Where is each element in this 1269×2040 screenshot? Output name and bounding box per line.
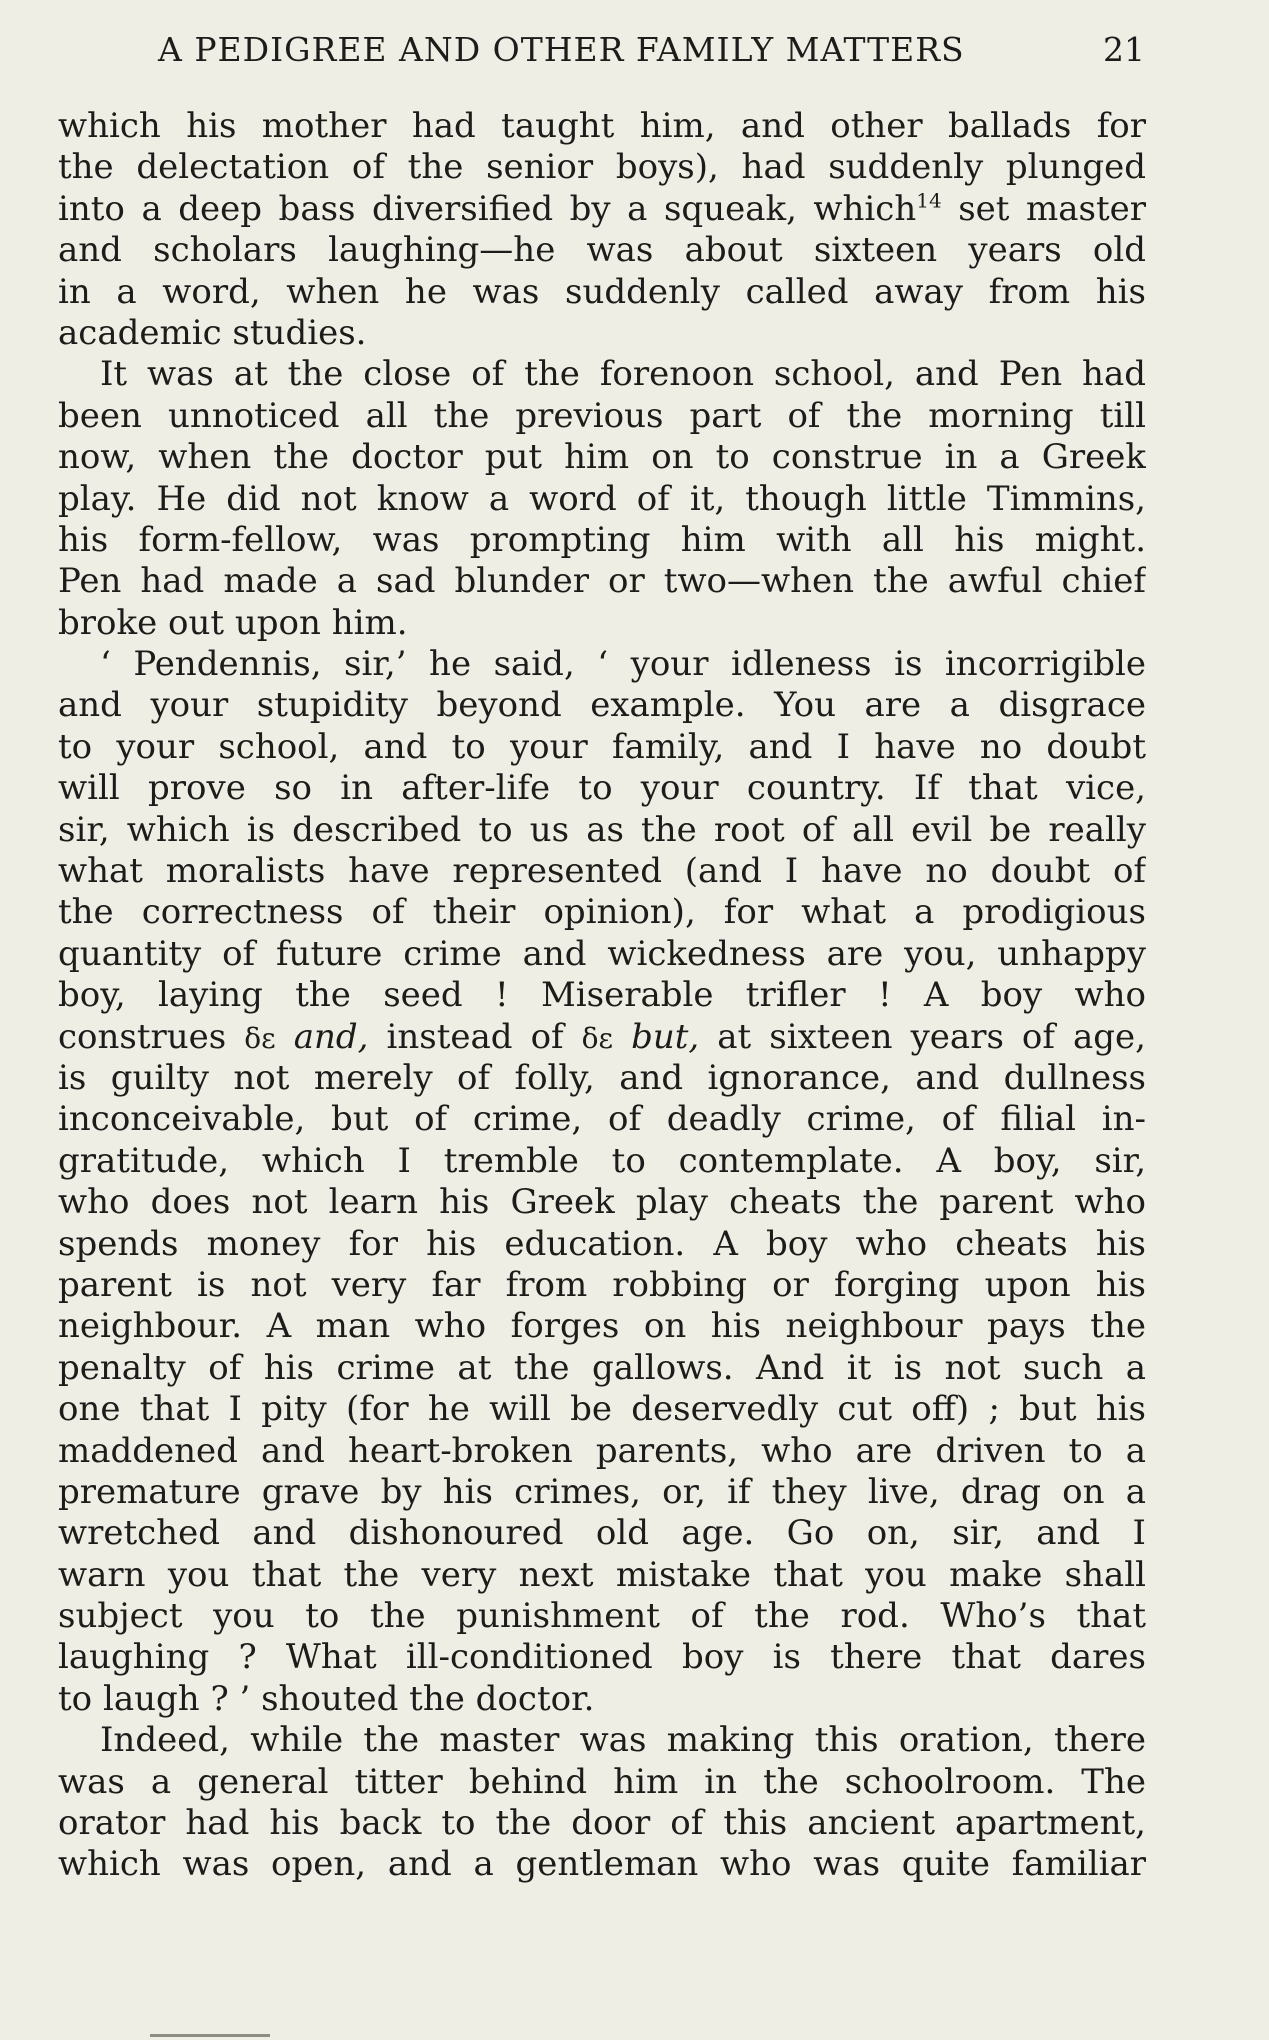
line-text: broke out upon him. [58, 602, 408, 643]
line-text: and scholars laughing—he was about sixteen years old [58, 230, 1146, 271]
line-text: orator had his back to the door of this ancient apartment, [58, 1803, 1146, 1844]
text-line [58, 272, 1146, 313]
line-text: at sixteen years of age, [699, 1016, 1146, 1057]
page-number: 21 [1103, 30, 1145, 69]
line-text: sir, which is described to us as the root of all evil be really [58, 809, 1146, 850]
bottom-rule [150, 2034, 270, 2037]
text-line [58, 106, 1146, 147]
text-line [58, 603, 1146, 644]
text-line [58, 768, 1146, 809]
line-text: warn you that the very next mistake that you make shall [58, 1554, 1146, 1595]
text-line [58, 1058, 1146, 1099]
text-line [58, 1224, 1146, 1265]
line-text: play. He did not know a word of it, though little Timmins, [58, 478, 1146, 519]
line-text: and your stupidity beyond example. You are a disgrace [58, 685, 1146, 726]
text-line [58, 1472, 1146, 1513]
text-line [58, 1182, 1146, 1223]
text-line [58, 892, 1146, 933]
line-text: It was at the close of the forenoon school, and Pen had [100, 354, 1146, 395]
line-text: wretched and dishonoured old age. Go on, sir, and I [58, 1513, 1146, 1554]
line-text: one that I pity (for he will be deservedly cut off) ; but his [58, 1389, 1146, 1430]
line-text: the delectation of the senior boys), had suddenly plunged [58, 147, 1146, 188]
text-line [58, 354, 1146, 395]
line-text: into a deep bass diversified by a squeak, which [58, 188, 917, 229]
text-line [58, 479, 1146, 520]
line-text: construes [58, 1016, 245, 1057]
text-line [58, 147, 1146, 188]
text-line [58, 644, 1146, 685]
text-line [58, 1348, 1146, 1389]
text-line [58, 934, 1146, 975]
greek-word: δε [244, 1021, 276, 1055]
text-line [58, 396, 1146, 437]
line-text: been unnoticed all the previous part of the morning till [58, 395, 1146, 436]
text-line [58, 1099, 1146, 1140]
line-text [276, 1017, 294, 1057]
text-line [58, 1596, 1146, 1637]
line-text: boy, laying the seed ! Miserable trifler ! A boy who [58, 975, 1146, 1016]
running-head [60, 28, 1145, 72]
italic-word: but, [631, 1016, 700, 1057]
footnote-marker: 14 [916, 188, 942, 213]
line-text: ‘ Pendennis, sir,’ he said, ‘ your idleness is incorrigible [100, 644, 1146, 685]
text-line [58, 1679, 1146, 1720]
line-text: academic studies. [58, 312, 367, 353]
line-text: laughing ? What ill-conditioned boy is there that dares [58, 1637, 1146, 1678]
line-text: which his mother had taught him, and other ballads for [58, 106, 1146, 146]
text-line [58, 230, 1146, 271]
running-title: A PEDIGREE AND OTHER FAMILY MATTERS [158, 30, 965, 69]
text-line [58, 1720, 1146, 1761]
text-line [58, 975, 1146, 1016]
text-line [58, 727, 1146, 768]
line-text: subject you to the punishment of the rod. Who’s that [58, 1596, 1146, 1637]
line-text: parent is not very far from robbing or forging upon his [58, 1264, 1146, 1305]
text-line [58, 1844, 1146, 1885]
text-line [58, 189, 1146, 230]
line-text: premature grave by his crimes, or, if they live, drag on a [58, 1471, 1146, 1512]
body-text [58, 106, 1146, 1886]
line-text: instead of [368, 1016, 582, 1057]
line-text: to your school, and to your family, and I have no doubt [58, 726, 1146, 767]
line-text: was a general titter behind him in the schoolroom. The [58, 1761, 1146, 1802]
text-line [58, 1306, 1146, 1347]
text-line [58, 1017, 1146, 1058]
text-line [58, 685, 1146, 726]
text-line [58, 561, 1146, 602]
text-line [58, 1762, 1146, 1803]
text-line [58, 1555, 1146, 1596]
line-text: Pen had made a sad blunder or two—when the awful chief [58, 561, 1146, 602]
greek-word: δε [581, 1021, 614, 1055]
text-line [58, 810, 1146, 851]
line-text: to laugh ? ’ shouted the doctor. [58, 1678, 595, 1719]
line-text: set master [941, 188, 1146, 229]
text-line [58, 1141, 1146, 1182]
text-line [58, 1803, 1146, 1844]
line-text: penalty of his crime at the gallows. And it is not such a [58, 1347, 1146, 1388]
line-text: what moralists have represented (and I have no doubt of [58, 851, 1146, 892]
line-text: neighbour. A man who forges on his neighbour pays the [58, 1306, 1146, 1347]
text-line [58, 1265, 1146, 1306]
line-text [613, 1017, 631, 1057]
line-text: maddened and heart-broken parents, who are driven to a [58, 1430, 1146, 1471]
text-line [58, 851, 1146, 892]
line-text: Indeed, while the master was making this oration, there [100, 1720, 1146, 1761]
text-line [58, 437, 1146, 478]
line-text: now, when the doctor put him on to construe in a Greek [58, 437, 1146, 478]
line-text: gratitude, which I tremble to contemplate. A boy, sir, [58, 1140, 1146, 1181]
line-text: inconceivable, but of crime, of deadly crime, of filial in- [58, 1099, 1146, 1140]
text-line [58, 520, 1146, 561]
line-text: is guilty not merely of folly, and ignorance, and dullness [58, 1057, 1146, 1098]
line-text: who does not learn his Greek play cheats the parent who [58, 1182, 1146, 1223]
text-line [58, 1513, 1146, 1554]
line-text: spends money for his education. A boy who cheats his [58, 1223, 1146, 1264]
italic-word: and, [293, 1016, 369, 1057]
line-text: will prove so in after-life to your country. If that vice, [58, 768, 1146, 809]
line-text: in a word, when he was suddenly called away from his [58, 271, 1146, 312]
text-line [58, 1637, 1146, 1678]
text-line [58, 1431, 1146, 1472]
line-text: which was open, and a gentleman who was quite familiar [58, 1844, 1146, 1885]
text-line [58, 313, 1146, 354]
line-text: his form-fellow, was prompting him with all his might. [58, 519, 1146, 560]
text-line [58, 1389, 1146, 1430]
line-text: the correctness of their opinion), for what a prodigious [58, 892, 1146, 933]
line-text: quantity of future crime and wickedness are you, unhappy [58, 933, 1146, 974]
